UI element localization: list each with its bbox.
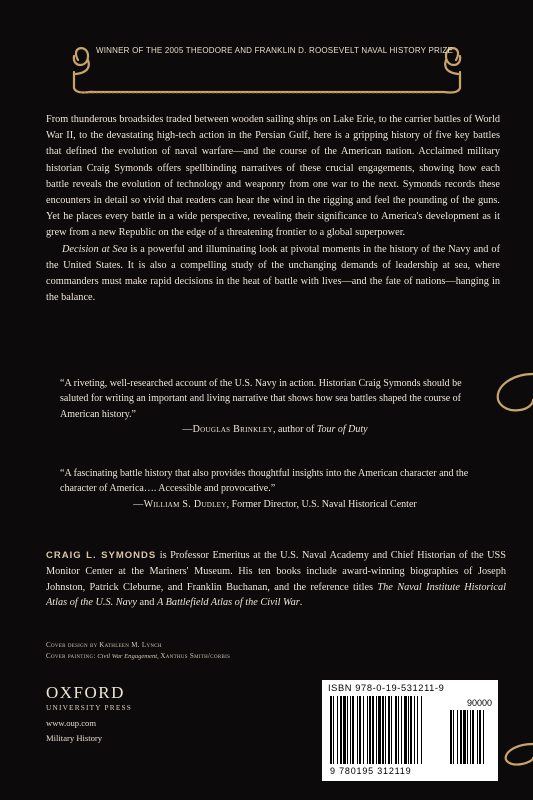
prize-banner: WINNER OF THE 2005 THEODORE AND FRANKLIN D. ROOSEVELT NAVAL HISTORY PRIZE [96, 46, 454, 55]
quote-1-text: “A riveting, well-researched account of the U.S. Navy in action. Historian Craig Symonds should be saluted for writing an important and living narrative that shows how sea battles shaped the course of American history.” [60, 378, 462, 420]
cover-painting-title: Civil War Engagement [97, 653, 158, 660]
cover-painting-credit: Cover painting: Civil War Engagement, Xanthus Smith/corbis [46, 652, 231, 660]
cover-painting-source: Xanthus Smith/corbis [160, 652, 231, 660]
quote-2-author: —William S. Dudley [133, 498, 227, 510]
quote-1-author-suffix: , author of [272, 424, 317, 436]
quote-1-work: Tour of Duty [316, 424, 368, 436]
quote-1-author: —Douglas Brinkley [182, 424, 273, 436]
description-blurb [46, 112, 500, 306]
cover-design-credit [46, 640, 366, 651]
author-bio-end: . [299, 597, 303, 609]
author-bio [46, 548, 506, 611]
price-code: 90000 [466, 698, 492, 708]
ean-number: 9 780195 312119 [330, 766, 412, 776]
cover-credits [46, 640, 366, 662]
quote-2-text: “A fascinating battle history that also provides thoughtful insights into the American character and the character of America…. Accessible and provocative.” [60, 468, 469, 495]
quote-2-attribution [60, 497, 490, 512]
cover-design-name: Kathleen M. Lynch [99, 641, 162, 649]
book-category: Military History [46, 733, 103, 743]
quote-2-affiliation: , Former Director, U.S. Naval Historical Center [226, 498, 417, 510]
author-book-title-1: The Naval Institute Historical Atlas of the U.S. Navy [46, 581, 506, 609]
author-bio-and: and [136, 597, 157, 609]
publisher-url: www.oup.com [46, 718, 97, 728]
publisher-press-name: UNIVERSITY PRESS [46, 703, 133, 712]
publisher-logo: OXFORD [46, 683, 125, 702]
cover-design-label: Cover design by [46, 641, 98, 649]
cover-painting-label: Cover painting: [46, 652, 96, 660]
book-title: Decision at Sea [62, 243, 128, 255]
blurb-paragraph-2-text: is a powerful and illuminating look at pivotal moments in the history of the Navy and of the United States. It is also a compelling study of the unchanging demands of leadership at sea, where commanders must make rapid decisions in the heat of battle with lives—and the fate of nations—hanging in the balance. [46, 243, 500, 304]
quote-1-attribution [60, 422, 490, 437]
endorsement-quote-2 [60, 466, 490, 512]
isbn-label: ISBN 978-0-19-531211-9 [328, 683, 445, 693]
blurb-paragraph-1: From thunderous broadsides traded between wooden sailing ships on Lake Erie, to the carrier battles of World War II, to the devastating high-tech action in the Persian Gulf, here is a gripping history of five key battles that defined the evolution of naval warfare—and the course of the American nation. Acclaimed military historian Craig Symonds offers spellbinding narratives of these crucial engagements, showing how each battle reveals the evolution of technology and weaponry from one war to the next. Symonds records these encounters in detail so vivid that readers can hear the wind in the rigging and feel the pounding of the guns. Yet he places every battle in a wide perspective, revealing their significance to America's development as it grew from a new Republic on the edge of a threatening frontier to a global superpower. [46, 114, 500, 239]
author-book-title-2: A Battlefield Atlas of the Civil War [156, 597, 300, 609]
barcode-panel [322, 680, 498, 781]
author-name: CRAIG L. SYMONDS [46, 550, 157, 561]
blurb-paragraph-2 [46, 242, 500, 307]
endorsement-quote-1 [60, 376, 490, 438]
author-bio-text-1: is Professor Emeritus at the U.S. Naval Academy and Chief Historian of the USS Monitor Center at the Mariners' Museum. His ten books include award-winning biographies of Joseph Johnston, Patrick Cleburne, and Franklin Buchanan, and the reference titles [46, 550, 506, 593]
